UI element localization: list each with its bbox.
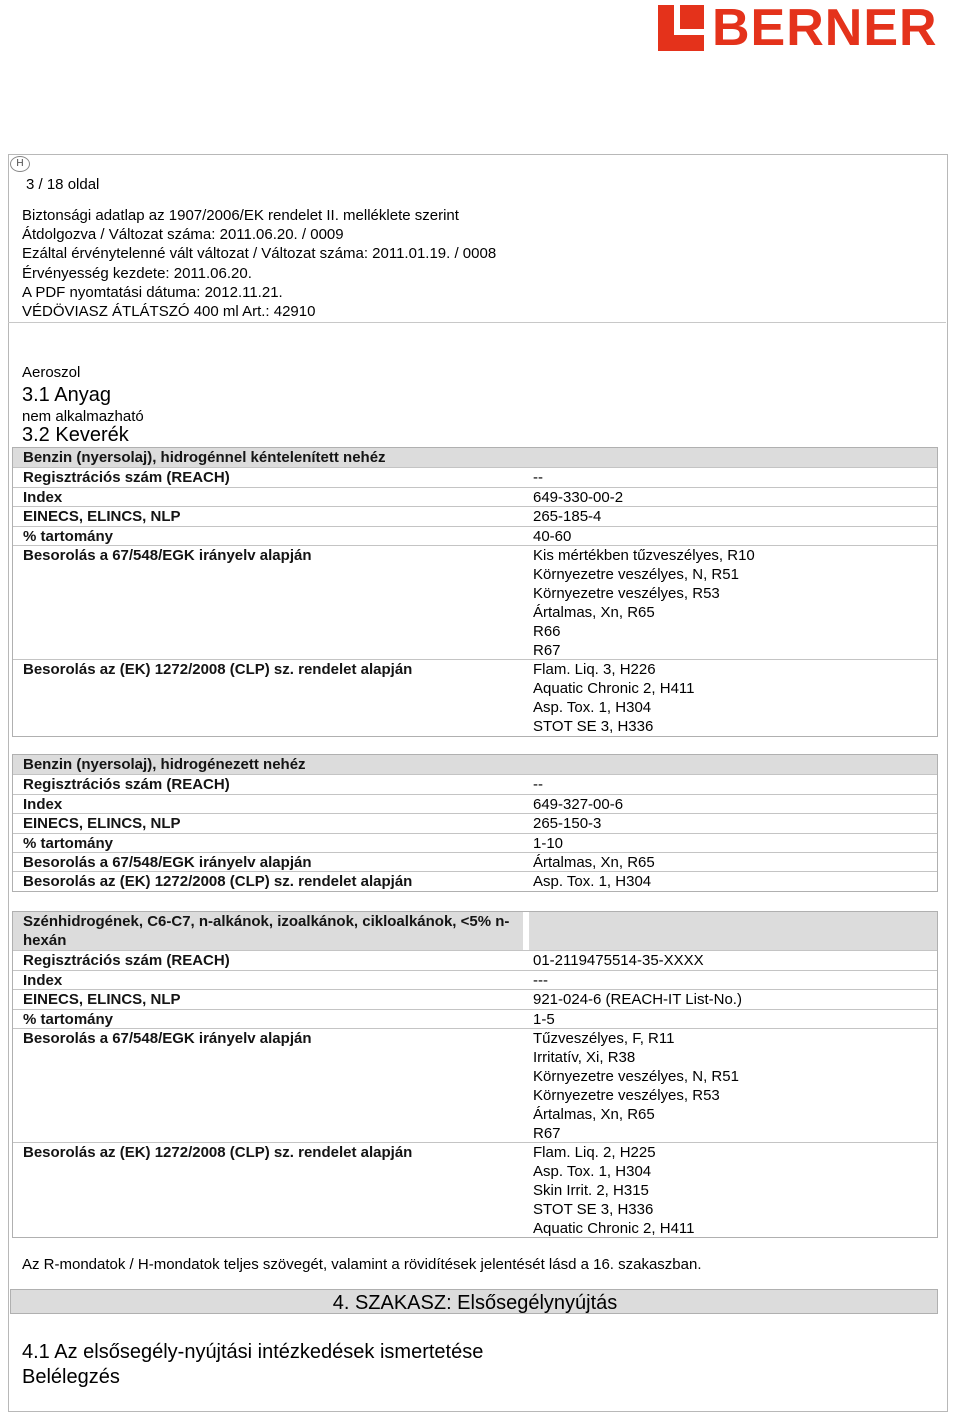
page-number: 3 / 18 oldal <box>26 176 100 193</box>
section-4-1-item: Belélegzés <box>22 1366 120 1388</box>
index-label: Index <box>23 796 63 813</box>
clp-class-line: Flam. Liq. 3, H226 <box>533 661 656 678</box>
reach-label: Regisztrációs szám (REACH) <box>23 776 230 793</box>
dsd-class-line: R67 <box>533 1125 561 1142</box>
dsd-class-line: Környezetre veszélyes, N, R51 <box>533 1068 739 1085</box>
einecs-value: 265-185-4 <box>533 508 602 525</box>
table-row <box>13 970 937 971</box>
range-label: % tartomány <box>23 835 114 852</box>
clp-class-line: Asp. Tox. 1, H304 <box>533 699 652 716</box>
clp-class-line: Asp. Tox. 1, H304 <box>533 873 652 890</box>
language-badge: H <box>10 156 30 172</box>
dsd-class-line: Környezetre veszélyes, R53 <box>533 585 720 602</box>
section-3-2-title: 3.2 Keverék <box>22 424 129 446</box>
einecs-label: EINECS, ELINCS, NLP <box>23 508 181 525</box>
clp-class-line: Flam. Liq. 2, H225 <box>533 1144 656 1161</box>
range-value: 1-10 <box>533 835 564 852</box>
range-value: 40-60 <box>533 528 572 545</box>
reach-value: -- <box>533 469 543 486</box>
clp-class-label: Besorolás az (EK) 1272/2008 (CLP) sz. rendelet alapján <box>23 1144 413 1161</box>
dsd-class-line: Ártalmas, Xn, R65 <box>533 1106 655 1123</box>
substance-name: Benzin (nyersolaj), hidrogénnel kéntelenített nehéz <box>23 449 386 466</box>
reach-value: 01-2119475514-35-XXXX <box>533 952 704 969</box>
substance-name: Benzin (nyersolaj), hidrogénezett nehéz <box>23 756 306 773</box>
header-line: Érvényesség kezdete: 2011.06.20. <box>22 264 252 282</box>
dsd-class-label: Besorolás a 67/548/EGK irányelv alapján <box>23 854 312 871</box>
header-line: Biztonsági adatlap az 1907/2006/EK rendelet II. melléklete szerint <box>22 207 459 224</box>
section-3-1-value: nem alkalmazható <box>22 408 144 425</box>
substance-table <box>12 447 938 737</box>
dsd-class-line: R67 <box>533 642 561 659</box>
berner-logo-mark <box>658 5 704 51</box>
einecs-value: 921-024-6 (REACH-IT List-No.) <box>533 991 742 1008</box>
dsd-class-label: Besorolás a 67/548/EGK irányelv alapján <box>23 547 312 564</box>
dsd-class-line: R66 <box>533 623 561 640</box>
section-4-title: 4. SZAKASZ: Elsősegélynyújtás <box>332 1292 618 1314</box>
index-value: 649-327-00-6 <box>533 796 624 813</box>
index-label: Index <box>23 972 63 989</box>
table-row <box>13 526 937 527</box>
einecs-label: EINECS, ELINCS, NLP <box>23 991 181 1008</box>
dsd-class-line: Irritatív, Xi, R38 <box>533 1049 636 1066</box>
substance-table <box>12 911 938 1238</box>
substance-table <box>12 754 938 892</box>
table-row <box>13 794 937 795</box>
section-4-1-title: 4.1 Az elsősegély-nyújtási intézkedések ismertetése <box>22 1341 484 1363</box>
reach-value: -- <box>533 776 543 793</box>
header-line: VÉDÖVIASZ ÁTLÁTSZÓ 400 ml Art.: 42910 <box>22 303 316 321</box>
clp-class-line: Asp. Tox. 1, H304 <box>533 1163 652 1180</box>
berner-logo-text: BERNER <box>712 0 938 57</box>
header-line: Ezáltal érvénytelenné vált változat / Változat száma: 2011.01.19. / 0008 <box>22 245 497 263</box>
einecs-label: EINECS, ELINCS, NLP <box>23 815 181 832</box>
header-divider <box>8 322 946 323</box>
section-4-header <box>10 1289 938 1314</box>
dsd-class-line: Környezetre veszélyes, N, R51 <box>533 566 739 583</box>
dsd-class-line: Ártalmas, Xn, R65 <box>533 854 655 871</box>
clp-class-label: Besorolás az (EK) 1272/2008 (CLP) sz. rendelet alapján <box>23 661 413 678</box>
einecs-value: 265-150-3 <box>533 815 602 832</box>
table-row <box>13 487 937 488</box>
reach-label: Regisztrációs szám (REACH) <box>23 469 230 486</box>
clp-class-line: Aquatic Chronic 2, H411 <box>533 1220 695 1237</box>
section-3-1-title: 3.1 Anyag <box>22 384 111 406</box>
range-value: 1-5 <box>533 1011 555 1028</box>
index-value: --- <box>533 972 548 989</box>
clp-class-label: Besorolás az (EK) 1272/2008 (CLP) sz. rendelet alapján <box>23 873 413 890</box>
range-label: % tartomány <box>23 528 114 545</box>
range-label: % tartomány <box>23 1011 114 1028</box>
dsd-class-line: Tűzveszélyes, F, R11 <box>533 1030 675 1047</box>
dsd-class-line: Környezetre veszélyes, R53 <box>533 1087 720 1104</box>
header-line: A PDF nyomtatási dátuma: 2012.11.21. <box>22 283 283 301</box>
clp-class-line: Aquatic Chronic 2, H411 <box>533 680 695 697</box>
dsd-class-label: Besorolás a 67/548/EGK irányelv alapján <box>23 1030 312 1047</box>
index-label: Index <box>23 489 63 506</box>
header-line: Átdolgozva / Változat száma: 2011.06.20. / 0009 <box>22 226 344 244</box>
index-value: 649-330-00-2 <box>533 489 624 506</box>
footnote: Az R-mondatok / H-mondatok teljes szövegét, valamint a rövidítések jelentését lásd a 16. szakaszban. <box>22 1256 702 1273</box>
reach-label: Regisztrációs szám (REACH) <box>23 952 230 969</box>
dsd-class-line: Kis mértékben tűzveszélyes, R10 <box>533 547 755 564</box>
substance-name-bar-value <box>529 912 937 950</box>
clp-class-line: Skin Irrit. 2, H315 <box>533 1182 649 1199</box>
table-row <box>13 833 937 834</box>
dsd-class-line: Ártalmas, Xn, R65 <box>533 604 655 621</box>
table-row <box>13 1009 937 1010</box>
document-header <box>22 206 496 321</box>
berner-logo <box>658 0 938 57</box>
clp-class-line: STOT SE 3, H336 <box>533 718 654 735</box>
substance-name: Szénhidrogének, C6-C7, n-alkánok, izoalkánok, cikloalkánok, <5% n-hexán <box>23 913 510 949</box>
clp-class-line: STOT SE 3, H336 <box>533 1201 654 1218</box>
product-type: Aeroszol <box>22 364 81 381</box>
